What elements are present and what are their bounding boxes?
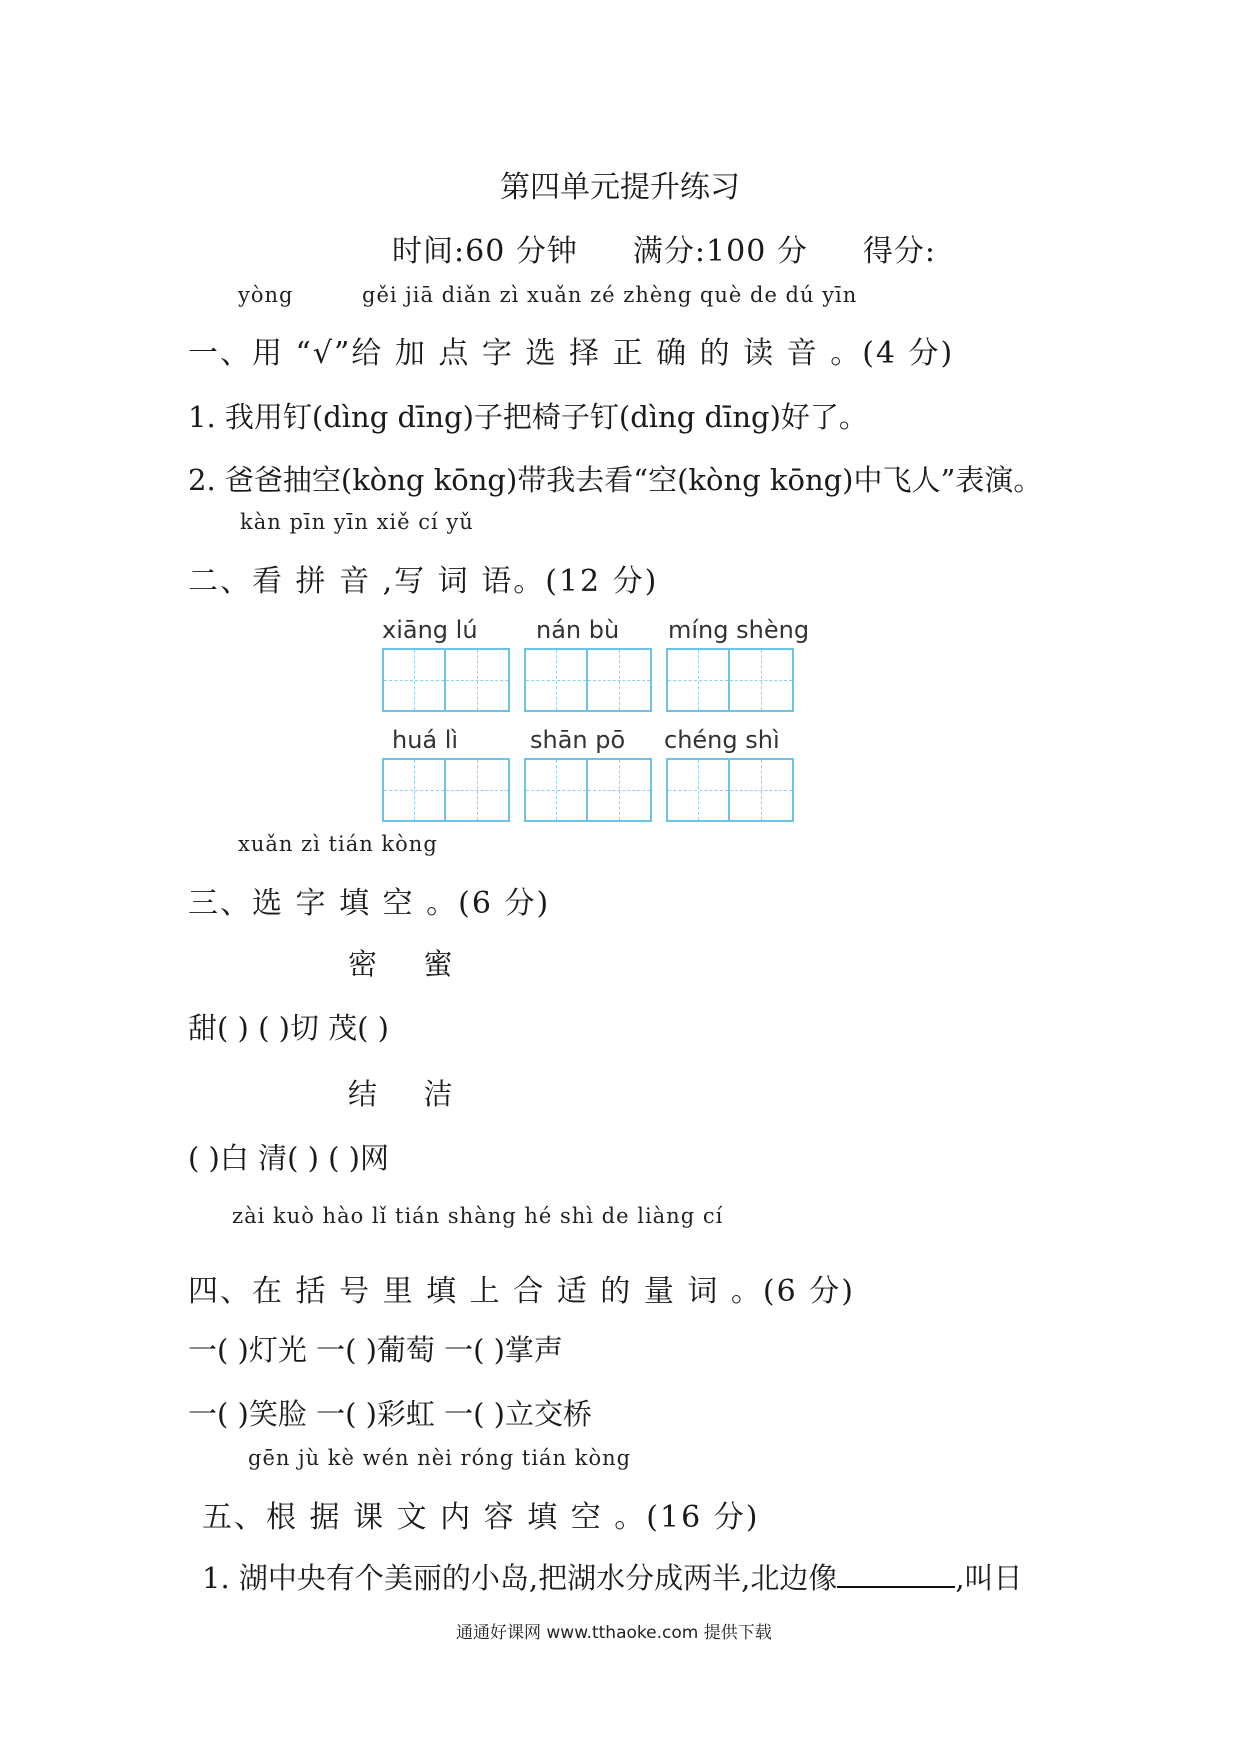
- section3-heading: 三、选 字 填 空 。(6 分): [188, 886, 551, 921]
- section3-pinyin: xuǎn zì tián kòng: [238, 832, 438, 856]
- word-pinyin: shān pō: [530, 726, 626, 754]
- char-choice: 结: [348, 1077, 378, 1111]
- section4-pinyin: zài kuò hào lǐ tián shàng hé shì de liàng cí: [232, 1204, 724, 1228]
- section3-line-2: ( )白 清( ) ( )网: [188, 1141, 389, 1175]
- page-title: 第四单元提升练习: [500, 170, 740, 205]
- footer-source: 通通好课网 www.tthaoke.com 提供下载: [456, 1623, 772, 1643]
- writing-grid[interactable]: [382, 758, 510, 822]
- score-field: 得分:: [862, 234, 937, 269]
- char-choices-2: [348, 1072, 452, 1113]
- word-pinyin: huá lì: [392, 726, 459, 754]
- word-pinyin: chéng shì: [664, 726, 780, 754]
- word-pinyin: míng shèng: [668, 616, 810, 644]
- writing-grid[interactable]: [524, 648, 652, 712]
- exam-meta: [392, 226, 936, 270]
- section4-heading: 四、在 括 号 里 填 上 合 适 的 量 词 。(6 分): [188, 1274, 855, 1309]
- section1-question-2: 2. 爸爸抽空(kòng kōng)带我去看“空(kòng kōng)中飞人”表演。: [188, 463, 1043, 497]
- writing-grid[interactable]: [666, 758, 794, 822]
- char-choices-1: [348, 942, 452, 983]
- section4-line-2: 一( )笑脸 一( )彩虹 一( )立交桥: [188, 1397, 592, 1431]
- section5-heading: 五、根 据 课 文 内 容 填 空 。(16 分): [202, 1500, 760, 1535]
- section4-line-1: 一( )灯光 一( )葡萄 一( )掌声: [188, 1333, 563, 1367]
- writing-grid[interactable]: [382, 648, 510, 712]
- question-text-tail: ,叫日: [955, 1561, 1023, 1595]
- section1-question-1: 1. 我用钉(dìng dīng)子把椅子钉(dìng dīng)好了。: [188, 400, 868, 434]
- section1-pinyin-b: gěi jiā diǎn zì xuǎn zé zhèng què de dú yīn: [362, 283, 858, 307]
- time-limit: 时间:60 分钟: [392, 234, 578, 269]
- section5-question-1: [202, 1556, 1023, 1597]
- section1-heading: 一、用 “√”给 加 点 字 选 择 正 确 的 读 音 。(4 分): [188, 336, 955, 371]
- full-score: 满分:100 分: [632, 234, 808, 269]
- section2-heading: 二、看 拼 音 ,写 词 语。(12 分): [188, 564, 659, 599]
- section1-pinyin-a: yòng: [238, 283, 294, 307]
- char-choice: 密: [348, 947, 378, 981]
- char-choice: 蜜: [423, 947, 453, 981]
- writing-grid[interactable]: [524, 758, 652, 822]
- char-choice: 洁: [423, 1077, 453, 1111]
- question-text: 1. 湖中央有个美丽的小岛,把湖水分成两半,北边像: [202, 1561, 838, 1595]
- answer-blank[interactable]: [837, 1560, 955, 1588]
- section2-pinyin: kàn pīn yīn xiě cí yǔ: [240, 510, 474, 534]
- word-pinyin: nán bù: [536, 616, 620, 644]
- word-pinyin: xiāng lú: [382, 616, 478, 644]
- section5-pinyin: gēn jù kè wén nèi róng tián kòng: [248, 1446, 632, 1470]
- section3-line-1: 甜( ) ( )切 茂( ): [188, 1011, 389, 1045]
- writing-grid[interactable]: [666, 648, 794, 712]
